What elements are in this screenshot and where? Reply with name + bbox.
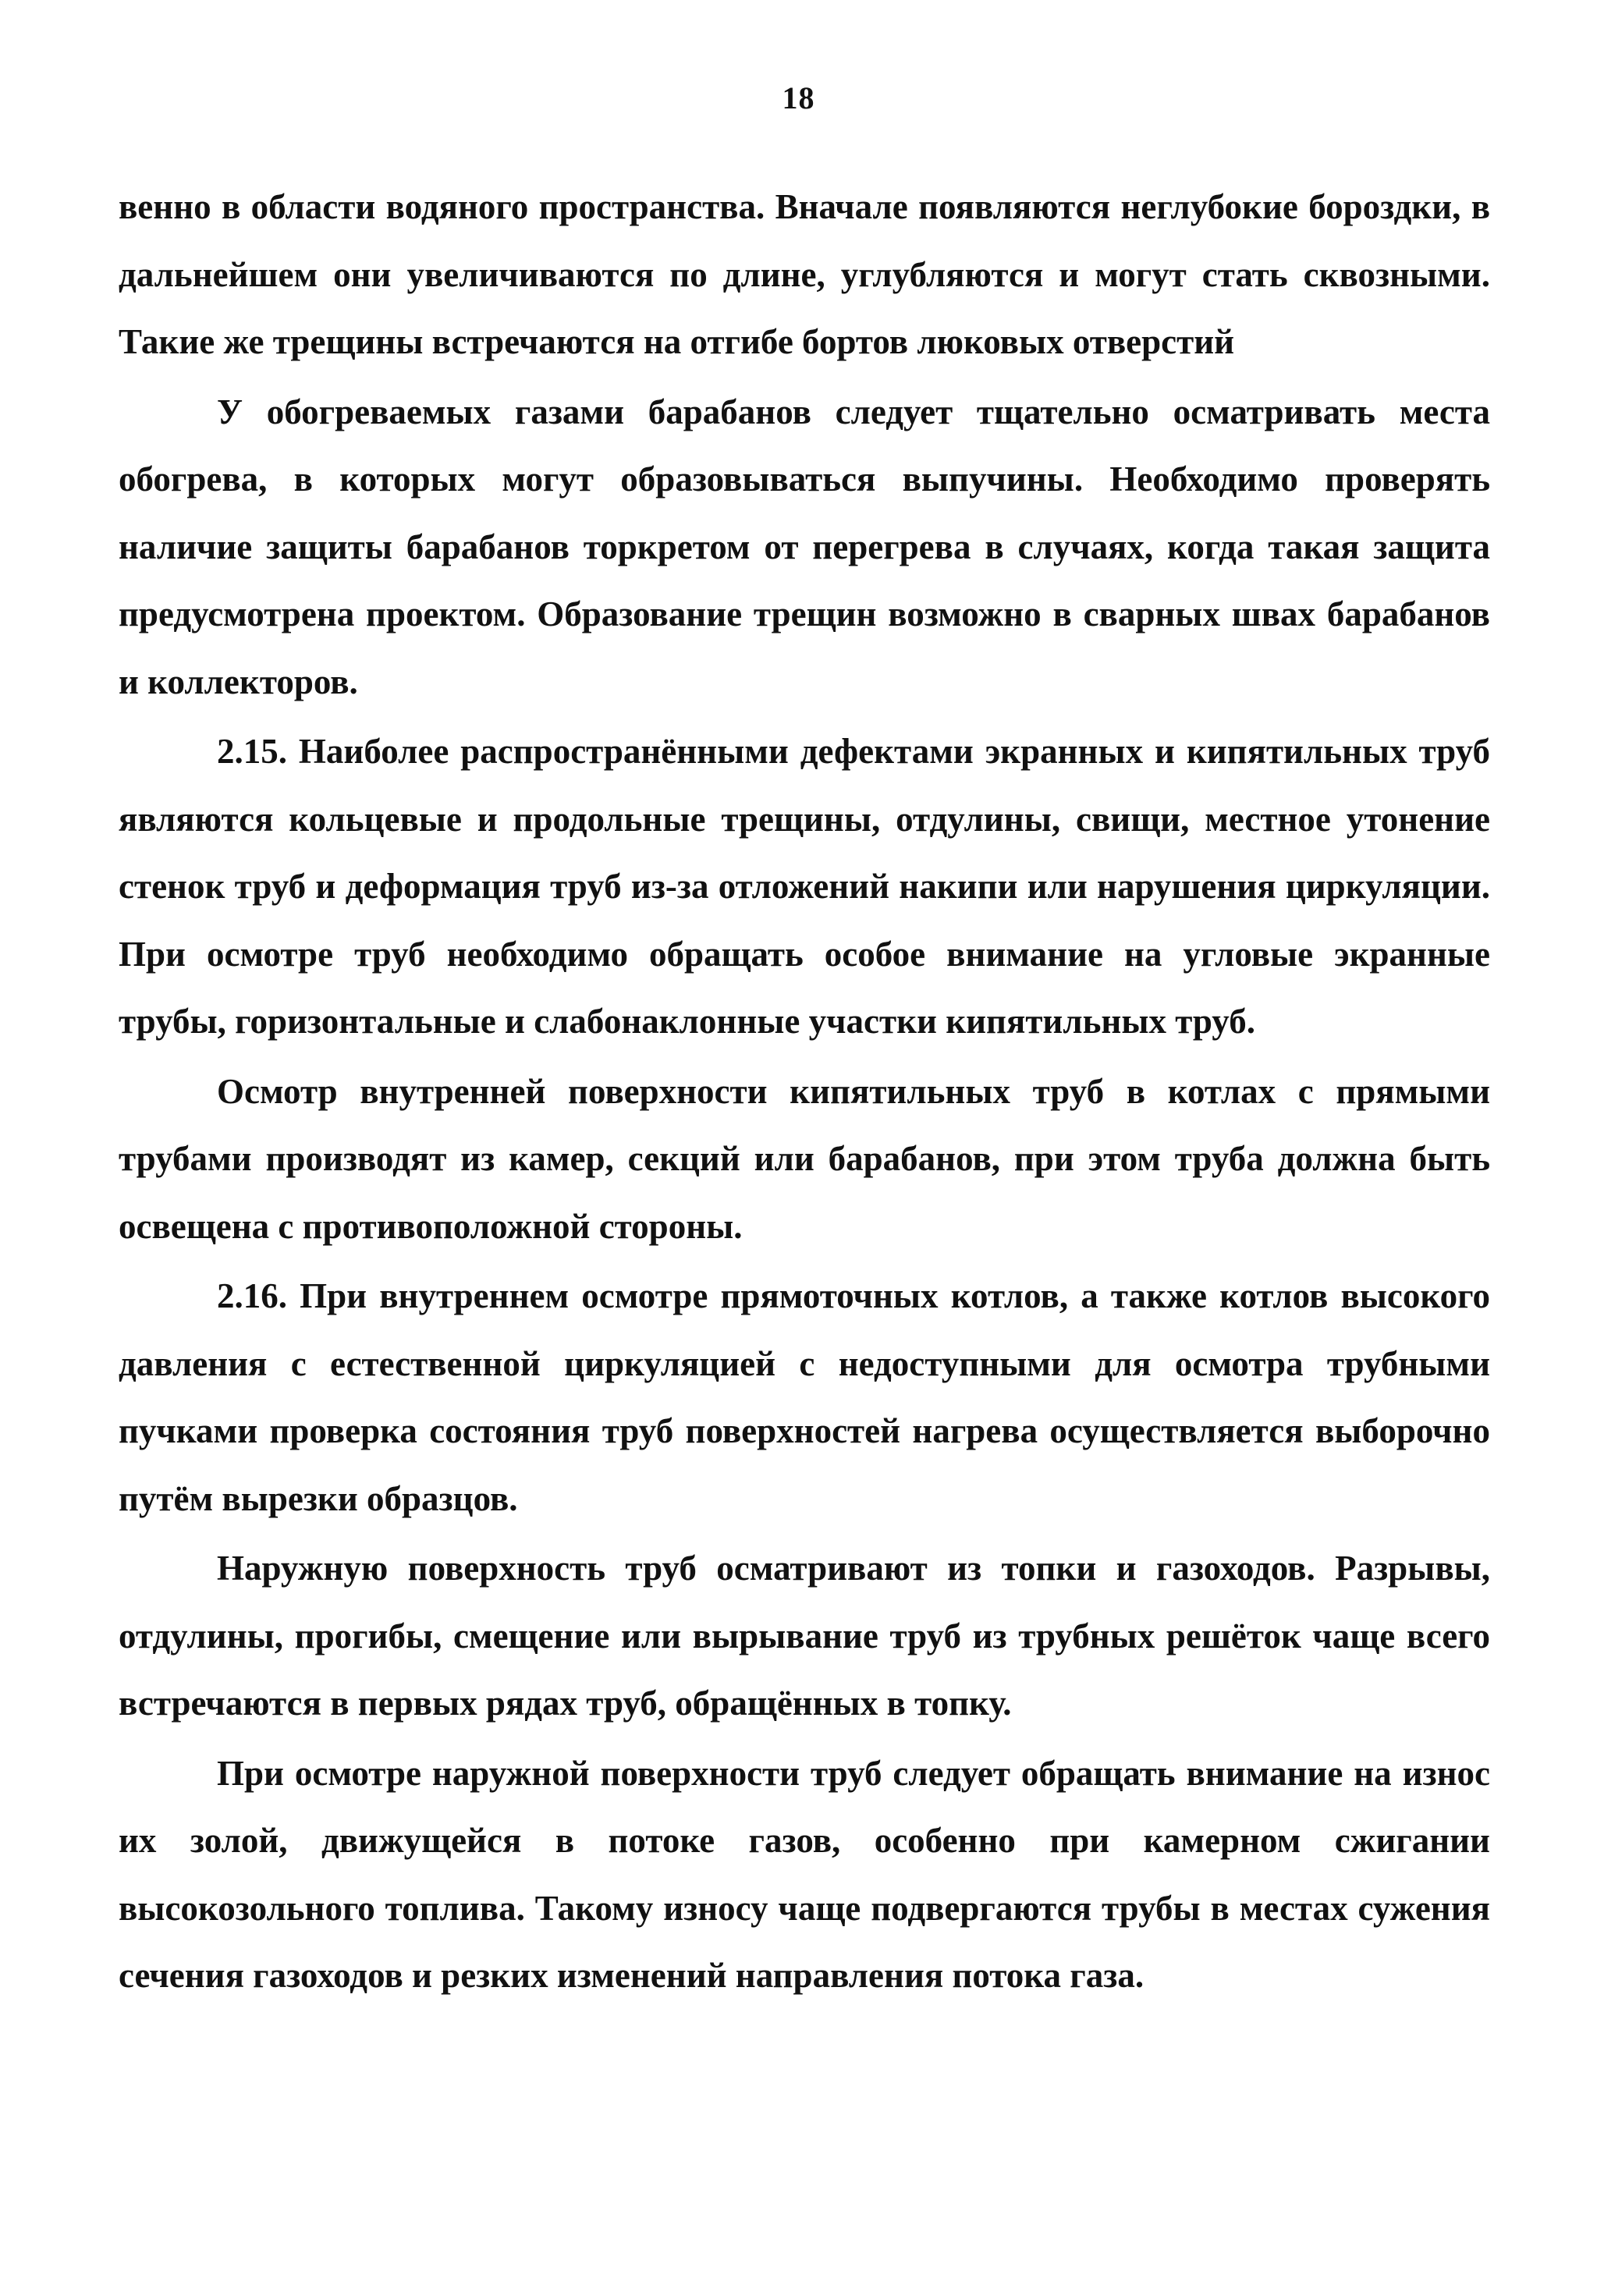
page-number: 18 [782,80,815,115]
document-body [119,173,1490,2010]
paragraph-section-2-15: 2.15. Наиболее распространёнными дефектами экранных и кипятильных труб являются кольцевые и продольные трещины, отдулины, свищи, местное утонение стенок труб и деформация труб из-за отложений накипи или нарушения циркуляции. При осмотре труб необходимо обращать особое внимание на угловые экранные трубы, горизонтальные и слабонаклонные участки кипятильных труб. [119,732,1490,1041]
paragraph-7: При осмотре наружной поверхности труб следует обращать внимание на износ их золой, движущейся в потоке газов, особенно при камерном сжигании высокозольного топлива. Такому износу чаще подвергаются трубы в местах сужения сечения газоходов и резких изменений направления потока газа. [119,1753,1490,1995]
paragraph-1: венно в области водяного пространства. Вначале появляются неглубокие бороздки, в дальнейшем они увеличиваются по длине, углубляются и могут стать сквозными. Такие же трещины встречаются на отгибе бортов люковых отверстий [119,187,1490,361]
paragraph-4: Осмотр внутренней поверхности кипятильных труб в котлах с прямыми трубами производят из камер, секций или барабанов, при этом труба должна быть освещена с противоположной стороны. [119,1071,1490,1246]
paragraph-section-2-16: 2.16. При внутреннем осмотре прямоточных котлов, а также котлов высокого давления с естественной циркуляцией с недоступными для осмотра трубными пучками проверка состояния труб поверхностей нагрева осуществляется выборочно путём вырезки образцов. [119,1276,1490,1518]
paragraph-6: Наружную поверхность труб осматривают из топки и газоходов. Разрывы, отдулины, прогибы, смещение или вырывание труб из трубных решёток чаще всего встречаются в первых рядах труб, обращённых в топку. [119,1549,1490,1723]
paragraph-2: У обогреваемых газами барабанов следует тщательно осматривать места обогрева, в которых могут образовываться выпучины. Необходимо проверять наличие защиты барабанов торкретом от перегрева в случаях, когда такая защита предусмотрена проектом. Образование трещин возможно в сварных швах барабанов и коллекторов. [119,392,1490,701]
